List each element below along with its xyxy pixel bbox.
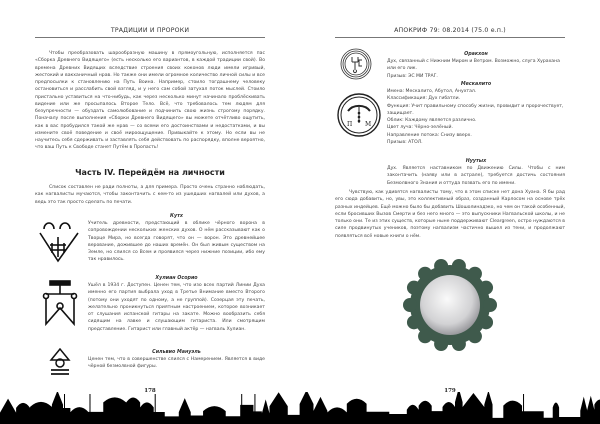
wreath-lobe [468, 329, 482, 343]
svg-text:М: М [365, 121, 372, 128]
right-header-rule [335, 37, 565, 38]
wreath-lobe [452, 337, 466, 351]
wreath-lobe [407, 281, 421, 295]
entry-text-nuutykh: Дух. Является наставником по Движению Силы. Чтобы с ним законтачить (наяву или в астрале), требуется достичь состояния Безмолвного Знания и оттуда позвать его по имени. [387, 166, 565, 186]
mescalito-line: Имена: Мескалито, Абутол, Анухтал. [387, 89, 477, 94]
svg-text:П: П [347, 121, 353, 128]
wreath-lobe [418, 329, 432, 343]
skyline-path [0, 392, 600, 424]
entry-text-kutkh: Учитель древности, предстающий в облике чёрного ворона в сопровождении нескольких женских духов. О нём рассказывают как о Творце Мира, но всегда говорят, что он — ворон. Это древнейшее верование, дожившее до наших времён. Он был живым существом на Земле, но слился со Всем и проявился через нижние позиции, ибо ему так нравилось. [88, 221, 265, 263]
entry-title-julian: Хулиан Осорио [155, 276, 198, 281]
right-page-number: 179 [444, 388, 456, 394]
entry-title-kutkh: Кутх [170, 214, 183, 219]
wreath-mirror-image [402, 257, 498, 353]
wreath-lobe [434, 337, 448, 351]
right-running-header: АПОКРИФ 79: 08.2014 (75.0 е.п.) [394, 27, 506, 34]
wreath-lobe [479, 315, 493, 329]
mescalito-seal-icon [337, 93, 381, 137]
left-header-rule [35, 37, 265, 38]
entry-text-mescalito [387, 88, 565, 146]
orakhon-line: Призыв: ЭС МИ ТРАГ. [387, 73, 438, 79]
mescalito-line: Цвет луча: Чёрно-зелёный. [387, 125, 453, 131]
julian-osorio-seal-icon [40, 280, 80, 330]
city-skyline-silhouette [0, 392, 600, 424]
kutkh-seal-icon [38, 217, 82, 263]
mescalito-line: Направление потока: Снизу вверх. [387, 132, 472, 138]
wreath-lobe [468, 267, 482, 281]
orakhon-line: Дух, связанный с Нижним Миром и Ветром. Возможно, слуга Хурахана или его лик. [387, 59, 560, 72]
wreath-lobe [418, 267, 432, 281]
entry-text-julian: Ушёл в 1934 г. Доступен. Ценен тем, что изо всех партий Линии Духа именно его партия выбрала уход в Третье Внимание вместо Второго (потому они уходят по одному, а не группой). Созерцая эту печать, желательно проникнуться приятным настроением, которое возникает от слушания испанской гитары на закате. Можно вообразить себя сидящим на лавке и слушающим гитариста. Или смотрящим представление. Гитарист или главный актёр — нагваль Хулиан. [88, 283, 265, 332]
entry-text-silvio: Ценен тем, что в совершенстве слился с Намерением. Является в виде чёрной безмолвной фигуры. [88, 357, 265, 370]
wreath-lobe [452, 259, 466, 273]
entry-title-nuutykh: Нуутых [465, 159, 487, 164]
wreath-lobe [434, 259, 448, 273]
wreath-lobe [407, 315, 421, 329]
wreath-lobe [479, 281, 493, 295]
mescalito-line: Функция: Учит правильному способу жизни, провидит и пророчествует, защищает. [387, 103, 564, 116]
left-running-header: ТРАДИЦИИ И ПРОРОКИ [110, 27, 190, 34]
orakhon-seal-icon [340, 48, 372, 80]
entry-title-mescalito: Мескалито [460, 82, 492, 87]
section-intro: Список составлен не ради полноты, а для примера. Просто очень странно наблюдать, как нагвалисты мучаются, чтобы законтачить с кем-то из ушедших нагвалей или духов, а ведь это так просто сделать по печати. [35, 185, 265, 205]
entry-text-orakhon [387, 58, 565, 80]
entry-title-orakhon: Оракхон [464, 52, 488, 57]
wreath-lobe [403, 298, 417, 312]
wreath-lobe [483, 298, 497, 312]
closing-paragraph: Чувствую, как удивятся нагвалисты тому, что в этом списке нет дона Хуана. Я бы рад его сюда добавить, но, увы, это коллективный образ, созданный Карлосом на основе трёх разных индейцев. Ещё можно было бы добавить Шошолинадэко, но чем он такой особенный, если бросивших Вызов Смерти и без него много — это выпускники Нагвальской школы, и не только они. Те из этих существ, которые ныне поддерживают Cleargreen, остро нуждаются в силе продвинутых учеников, поэтому нагвализм частично вышел из тени, и продолжают появляться всё новые книги о нём. [335, 190, 565, 239]
entry-title-silvio: Сильвио Мануэль [152, 350, 201, 355]
left-page-number: 178 [144, 388, 156, 394]
mescalito-line: Облик: Каждому является различно. [387, 118, 477, 123]
silvio-manuel-seal-icon [48, 348, 72, 376]
mescalito-line: Призыв: АТОЛ. [387, 139, 423, 145]
section-heading: Часть IV. Перейдём на личности [75, 168, 225, 177]
intro-paragraph: Чтобы преобразовать шарообразную машину в прямоугольную, исполняется пас «Сборка Древнего Видящего» (есть несколько его вариантов, в каждой традиции свой). Во времена Древних Видящих вследствие строения своих коконов люди имели игривый, жестокий и вакханичный нрав. Но также они имели огромное количество личной силы и все предпосылки к становлению на Путь Воина. Например, стоило тогдашнему человеку остановиться и расслабить свой взгляд, и у него сам собой затухал поток мыслей. Стоило пристально уставиться на что-нибудь, как через несколько минут начинало проблёскивать видение или же просыпалось Второе Тело. Всё, что требовалось тем людям для безупречности — обуздать самолюбование и подчинить свою жизнь строгому порядку. Поначалу после выполнения «Сборки Древнего Видящего» вы можете отчётливо ощутить, как в вас пробудился такой же нрав — со всеми его достоинствами и недостатками, и вы измените своё поведение и своё мироощущение. Привыкайте к этому. Но если вы не научитесь себя сдерживать и заставлять себя действовать по распорядку, вполне вероятно, что ваш Путь к Свободе станет Путём в Пропасть! [35, 51, 265, 151]
mescalito-line: Классификация: Дух гибатли. [387, 96, 461, 102]
